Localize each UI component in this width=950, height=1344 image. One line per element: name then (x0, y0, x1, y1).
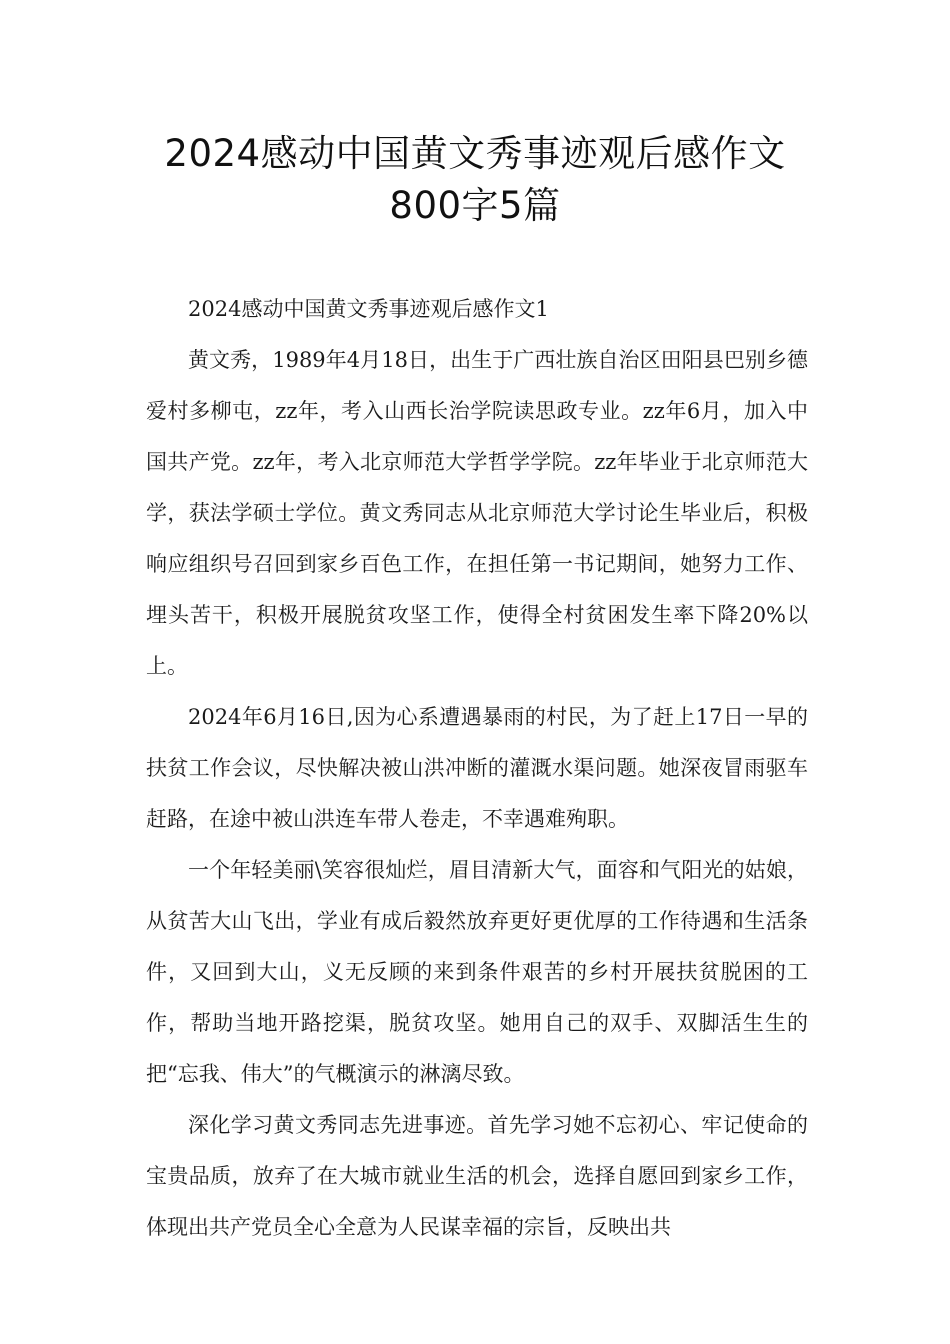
title-line-1: 2024感动中国黄文秀事迹观后感作文 (164, 132, 786, 175)
paragraph-3: 一个年轻美丽\笑容很灿烂，眉目清新大气，面容和气阳光的姑娘，从贫苦大山飞出，学业有成后毅然放弃更好更优厚的工作待遇和生活条件，又回到大山，义无反顾的来到条件艰苦的乡村开展扶贫脱困的工作，帮助当地开路挖渠，脱贫攻坚。她用自己的双手、双脚活生生的把“忘我、伟大”的气概演示的淋漓尽致。 (146, 858, 808, 1086)
paragraph-4: 深化学习黄文秀同志先进事迹。首先学习她不忘初心、牢记使命的宝贵品质，放弃了在大城市就业生活的机会，选择自愿回到家乡工作，体现出共产党员全心全意为人民谋幸福的宗旨，反映出共 (146, 1113, 808, 1239)
paragraph-1: 黄文秀，1989年4月18日，出生于广西壮族自治区田阳县巴别乡德爱村多柳屯，zz年，考入山西长治学院读思政专业。zz年6月，加入中国共产党。zz年，考入北京师范大学哲学学院。zz年毕业于北京师范大学，获法学硕士学位。黄文秀同志从北京师范大学讨论生毕业后，积极响应组织号召回到家乡百色工作，在担任第一书记期间，她努力工作、埋头苦干，积极开展脱贫攻坚工作，使得全村贫困发生率下降20%以上。 (146, 348, 808, 678)
title-line-2: 800字5篇 (389, 184, 561, 227)
paragraph-2: 2024年6月16日,因为心系遭遇暴雨的村民，为了赶上17日一早的扶贫工作会议，尽快解决被山洪冲断的灌溉水渠问题。她深夜冒雨驱车赶路，在途中被山洪连车带人卷走，不幸遇难殉职。 (146, 705, 808, 831)
section-heading: 2024感动中国黄文秀事迹观后感作文1 (188, 297, 549, 321)
document-body (146, 284, 808, 1253)
document-title (100, 128, 850, 232)
